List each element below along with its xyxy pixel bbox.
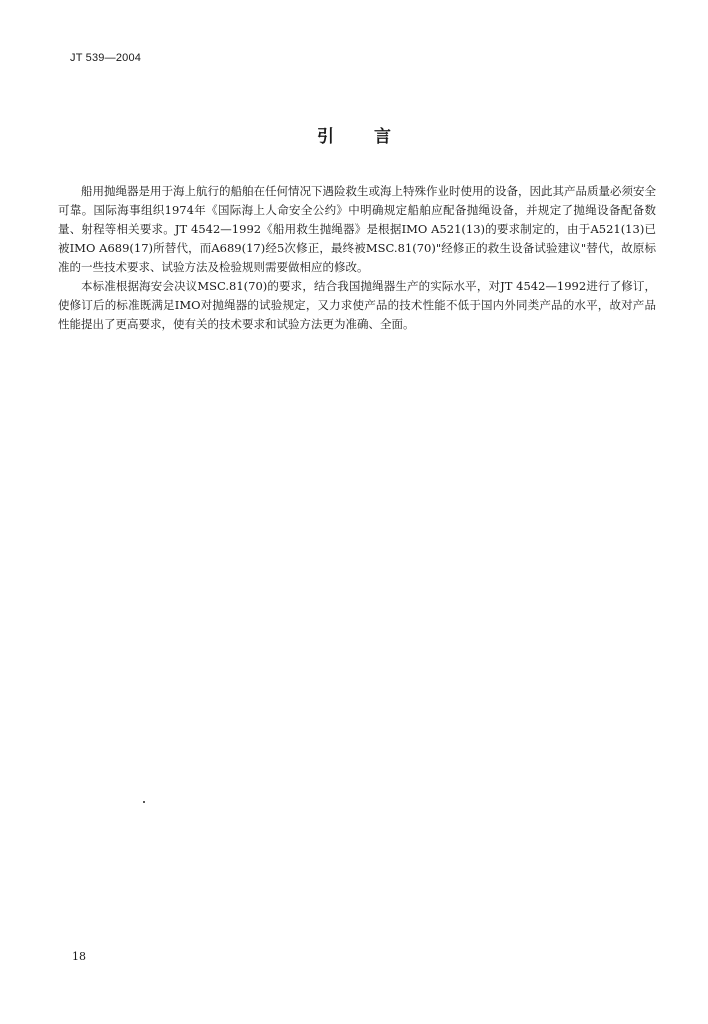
paragraph: 本标准根据海安会决议MSC.81(70)的要求，结合我国抛绳器生产的实际水平，对JT 4542—1992进行了修订，使修订后的标准既满足IMO对抛绳器的试验规定，又力求使产品的技术性能不低于国内外同类产品的水平，故对产品性能提出了更高要求，使有关的技术要求和试验方法更为准确、全面。 xyxy=(58,279,656,331)
page-number: 18 xyxy=(72,950,86,963)
body-text xyxy=(58,182,656,334)
standard-code: JT 539—2004 xyxy=(70,52,142,64)
scan-dot xyxy=(143,801,145,803)
page-title: 引言 xyxy=(317,127,431,147)
paragraph: 船用抛绳器是用于海上航行的船舶在任何情况下遇险救生或海上特殊作业时使用的设备，因此其产品质量必须安全可靠。国际海事组织1974年《国际海上人命安全公约》中明确规定船舶应配备抛绳设备，并规定了抛绳设备配备数量、射程等相关要求。JT 4542—1992《船用救生抛绳器》是根据IMO A521(13)的要求制定的，由于A521(13)已被IMO A689(17)所替代，而A689(17)经5次修正，最终被MSC.81(70)"经修正的救生设备试验建议"替代，故原标准的一些技术要求、试验方法及检验规则需要做相应的修改。 xyxy=(58,184,656,274)
